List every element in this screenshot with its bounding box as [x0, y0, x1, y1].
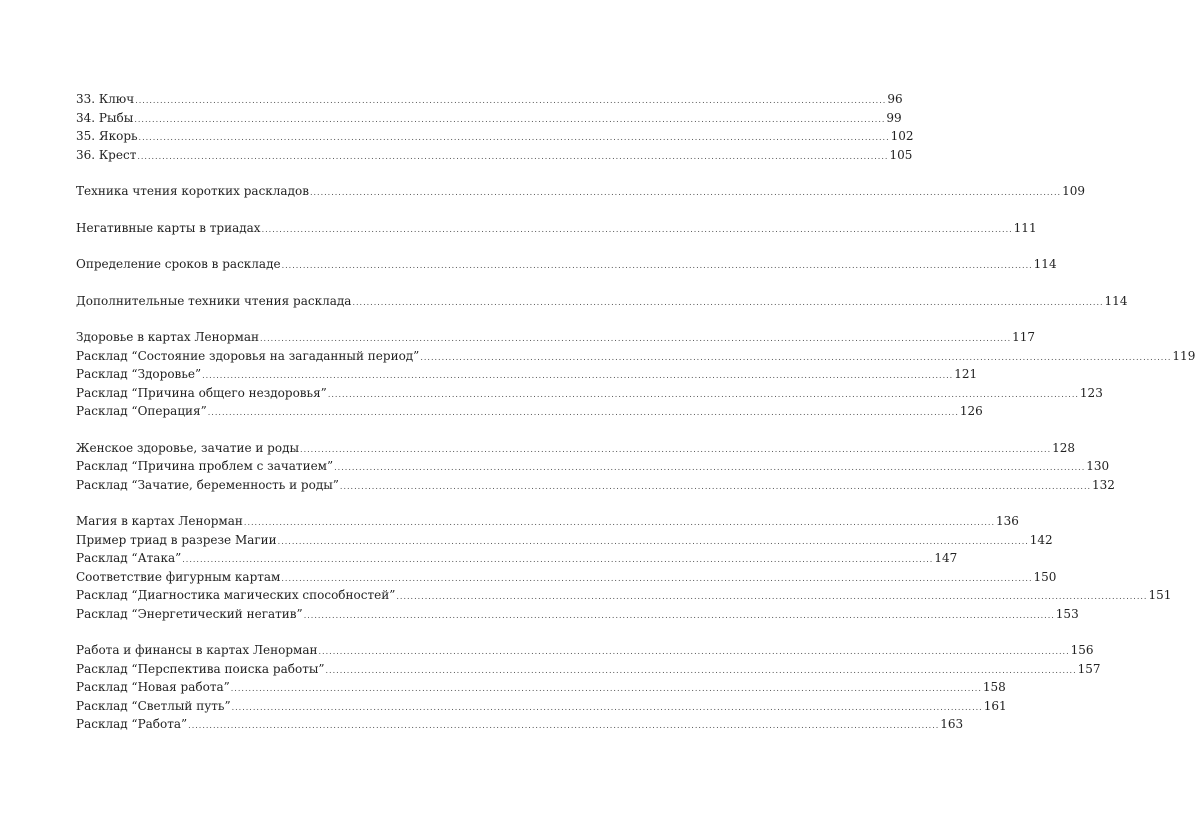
toc-entry-page-number: 161: [983, 698, 1007, 713]
toc-entry-title: Соответствие фигурным картам: [76, 569, 281, 584]
toc-entry-title: 33. Ключ: [76, 92, 135, 106]
dot-leader: [334, 459, 1085, 478]
dot-leader: [135, 92, 886, 111]
dot-leader: [182, 551, 933, 570]
toc-entry-title: Негативные карты в триадах: [76, 220, 261, 235]
toc-entry-title: Здоровье в картах Ленорман: [76, 330, 259, 344]
dot-leader: [319, 643, 1070, 662]
toc-entry-title: Пример триад в разрезе Магии: [76, 532, 277, 547]
toc-entry-title: Расклад “Диагностика магических способностей”: [76, 588, 396, 602]
toc-entry[interactable]: [76, 292, 1128, 311]
toc-entry-title: Техника чтения коротких раскладов: [76, 184, 309, 198]
toc-entry-page-number: 136: [996, 514, 1019, 528]
toc-entry[interactable]: [76, 328, 1036, 347]
toc-entry-page-number: 117: [1012, 330, 1036, 344]
group-spacer: [76, 274, 500, 292]
dot-leader: [304, 607, 1055, 626]
toc-entry[interactable]: [76, 402, 983, 421]
toc-entry[interactable]: [76, 605, 1079, 624]
dot-leader: [134, 111, 885, 130]
toc-entry-page-number: 102: [890, 129, 914, 143]
toc-entry[interactable]: [76, 109, 902, 128]
toc-entry-page-number: 99: [886, 110, 902, 125]
group-spacer: [76, 310, 500, 328]
dot-leader: [326, 662, 1077, 681]
toc-entry-title: Магия в картах Ленорман: [76, 514, 243, 528]
toc-entry-title: Расклад “Новая работа”: [76, 680, 230, 694]
group-spacer: [76, 623, 500, 641]
toc-entry[interactable]: [76, 365, 978, 384]
toc-entry-page-number: 157: [1077, 661, 1101, 676]
toc-entry-title: Расклад “Зачатие, беременность и роды”: [76, 477, 339, 492]
toc-entry-title: Расклад “Операция”: [76, 404, 207, 418]
toc-entry-page-number: 111: [1013, 220, 1037, 235]
toc-entry-page-number: 126: [959, 404, 983, 418]
toc-entry-title: Определение сроков в раскладе: [76, 257, 281, 271]
toc-entry[interactable]: [76, 586, 1172, 605]
toc-entry-page-number: 150: [1033, 569, 1057, 584]
toc-entry-title: Расклад “Светлый путь”: [76, 698, 231, 713]
toc-entry[interactable]: [76, 347, 1195, 366]
toc-entry-page-number: 147: [934, 551, 958, 565]
toc-entry[interactable]: [76, 255, 1057, 274]
toc-entry-title: Расклад “Причина проблем с зачатием”: [76, 459, 334, 473]
group-spacer: [76, 494, 500, 512]
toc-entry[interactable]: [76, 476, 1115, 495]
toc-entry[interactable]: [76, 568, 1057, 587]
toc-entry-title: Работа и финансы в картах Ленорман: [76, 643, 318, 657]
toc-entry[interactable]: [76, 641, 1094, 660]
group-spacer: [76, 164, 500, 182]
toc-entry-title: Расклад “Причина общего нездоровья”: [76, 385, 327, 400]
toc-entry-page-number: 123: [1079, 385, 1103, 400]
toc-entry[interactable]: [76, 678, 1006, 697]
dot-leader: [300, 441, 1051, 460]
toc-entry-page-number: 130: [1086, 459, 1110, 473]
toc-entry-page-number: 105: [889, 147, 913, 162]
toc-entry-title: Женское здоровье, зачатие и роды: [76, 440, 300, 455]
dot-leader: [396, 588, 1147, 607]
dot-leader: [282, 257, 1033, 276]
toc-entry[interactable]: [76, 715, 964, 734]
toc-entry-title: Расклад “Работа”: [76, 717, 188, 731]
toc-entry[interactable]: [76, 697, 1007, 716]
group-spacer: [76, 421, 500, 439]
toc-entry[interactable]: [76, 182, 1085, 201]
toc-entry-page-number: 156: [1070, 643, 1094, 657]
toc-entry-page-number: 109: [1062, 184, 1085, 198]
toc-entry[interactable]: [76, 384, 1103, 403]
toc-entry[interactable]: [76, 127, 914, 146]
toc-entry-title: Расклад “Энергетический негатив”: [76, 606, 303, 621]
toc-entry-page-number: 158: [982, 680, 1006, 694]
toc-entry-page-number: 119: [1172, 348, 1195, 363]
toc-entry-title: Расклад “Перспектива поиска работы”: [76, 661, 325, 676]
toc-entry-title: 34. Рыбы: [76, 110, 134, 125]
dot-leader: [310, 184, 1061, 203]
toc-entry[interactable]: [76, 660, 1101, 679]
toc-entry[interactable]: [76, 219, 1037, 238]
dot-leader: [139, 129, 890, 148]
toc-entry-page-number: 153: [1055, 606, 1079, 621]
toc-entry[interactable]: [76, 457, 1110, 476]
dot-leader: [420, 349, 1171, 368]
dot-leader: [244, 514, 995, 533]
toc-entry-page-number: 128: [1052, 440, 1076, 455]
toc-entry-title: Расклад “Состояние здоровья на загаданный период”: [76, 348, 420, 363]
toc-entry[interactable]: [76, 531, 1053, 550]
dot-leader: [262, 221, 1013, 240]
dot-leader: [208, 404, 959, 423]
toc-entry[interactable]: [76, 439, 1076, 458]
dot-leader: [352, 294, 1103, 313]
toc-entry-title: Дополнительные техники чтения расклада: [76, 293, 352, 308]
dot-leader: [137, 148, 888, 167]
dot-leader: [188, 717, 939, 736]
dot-leader: [278, 533, 1029, 552]
toc-entry[interactable]: [76, 146, 913, 165]
dot-leader: [232, 699, 983, 718]
toc-entry-page-number: 96: [887, 92, 903, 106]
toc-entry[interactable]: [76, 90, 903, 109]
toc-entry-page-number: 163: [940, 717, 964, 731]
toc-entry-page-number: 114: [1104, 293, 1128, 308]
toc-entry-page-number: 142: [1029, 532, 1053, 547]
group-spacer: [76, 201, 500, 219]
dot-leader: [231, 680, 982, 699]
toc-entry-title: Расклад “Атака”: [76, 551, 182, 565]
toc-entry-title: 36. Крест: [76, 147, 137, 162]
toc-entry[interactable]: [76, 549, 958, 568]
dot-leader: [340, 478, 1091, 497]
toc-entry-title: 35. Якорь: [76, 129, 138, 143]
toc-entry-page-number: 114: [1033, 257, 1057, 271]
toc-entry[interactable]: [76, 512, 1019, 531]
table-of-contents: [76, 90, 1195, 734]
toc-entry-title: Расклад “Здоровье”: [76, 367, 202, 381]
toc-entry-page-number: 132: [1092, 477, 1115, 492]
toc-entry-page-number: 121: [954, 367, 978, 381]
group-spacer: [76, 237, 500, 255]
toc-entry-page-number: 151: [1148, 588, 1172, 602]
